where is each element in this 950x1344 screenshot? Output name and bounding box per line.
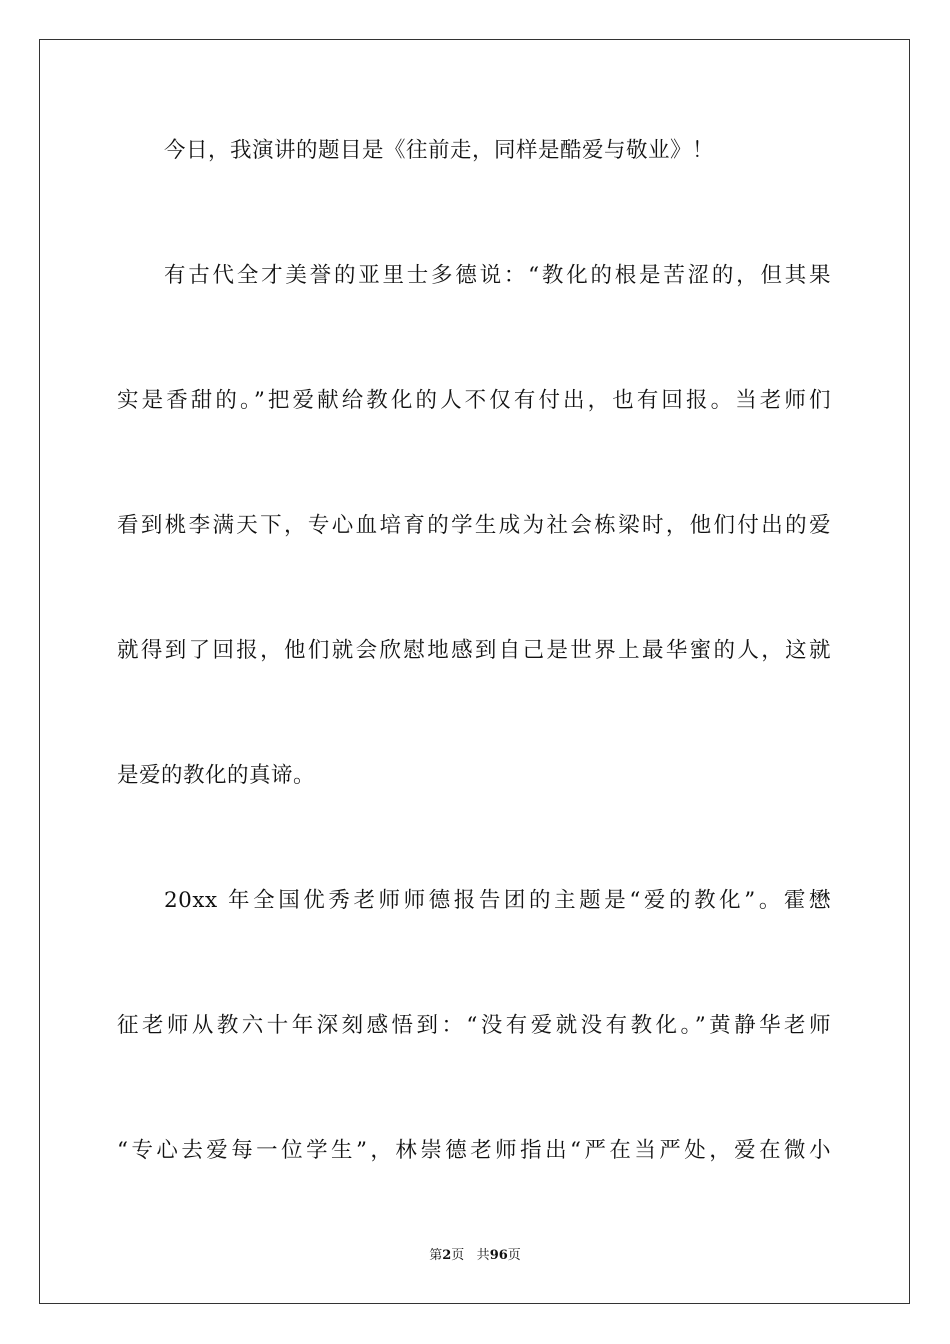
footer-page-suffix: 页 bbox=[451, 1248, 465, 1263]
paragraph-3-line-1: 20xx 年全国优秀老师师德报告团的主题是“爱的教化”。霍懋 bbox=[164, 888, 831, 913]
footer-total-suffix: 页 bbox=[507, 1248, 521, 1263]
paragraph-2-line-3: 看到桃李满天下，专心血培育的学生成为社会栋梁时，他们付出的爱 bbox=[117, 513, 831, 538]
paragraph-2-line-4: 就得到了回报，他们就会欣慰地感到自己是世界上最华蜜的人，这就 bbox=[117, 638, 831, 663]
page-number: 2 bbox=[442, 1248, 452, 1263]
paragraph-2-line-2: 实是香甜的。”把爱献给教化的人不仅有付出，也有回报。当老师们 bbox=[117, 388, 831, 413]
paragraph-3-line-2: 征老师从教六十年深刻感悟到：“没有爱就没有教化。”黄静华老师 bbox=[117, 1013, 831, 1038]
total-pages: 96 bbox=[489, 1248, 508, 1263]
paragraph-3-line-3: “专心去爱每一位学生”，林崇德老师指出“严在当严处，爱在微小 bbox=[117, 1138, 831, 1163]
paragraph-2-line-5: 是爱的教化的真谛。 bbox=[117, 763, 316, 788]
footer-prefix: 第 bbox=[429, 1248, 443, 1263]
page-footer bbox=[0, 1248, 950, 1264]
page-border bbox=[39, 39, 910, 1304]
footer-total-prefix: 共 bbox=[476, 1248, 490, 1263]
paragraph-1-line-1: 今日，我演讲的题目是《往前走，同样是酷爱与敬业》！ bbox=[164, 138, 715, 163]
paragraph-2-line-1: 有古代全才美誉的亚里士多德说：“教化的根是苦涩的，但其果 bbox=[164, 263, 831, 288]
